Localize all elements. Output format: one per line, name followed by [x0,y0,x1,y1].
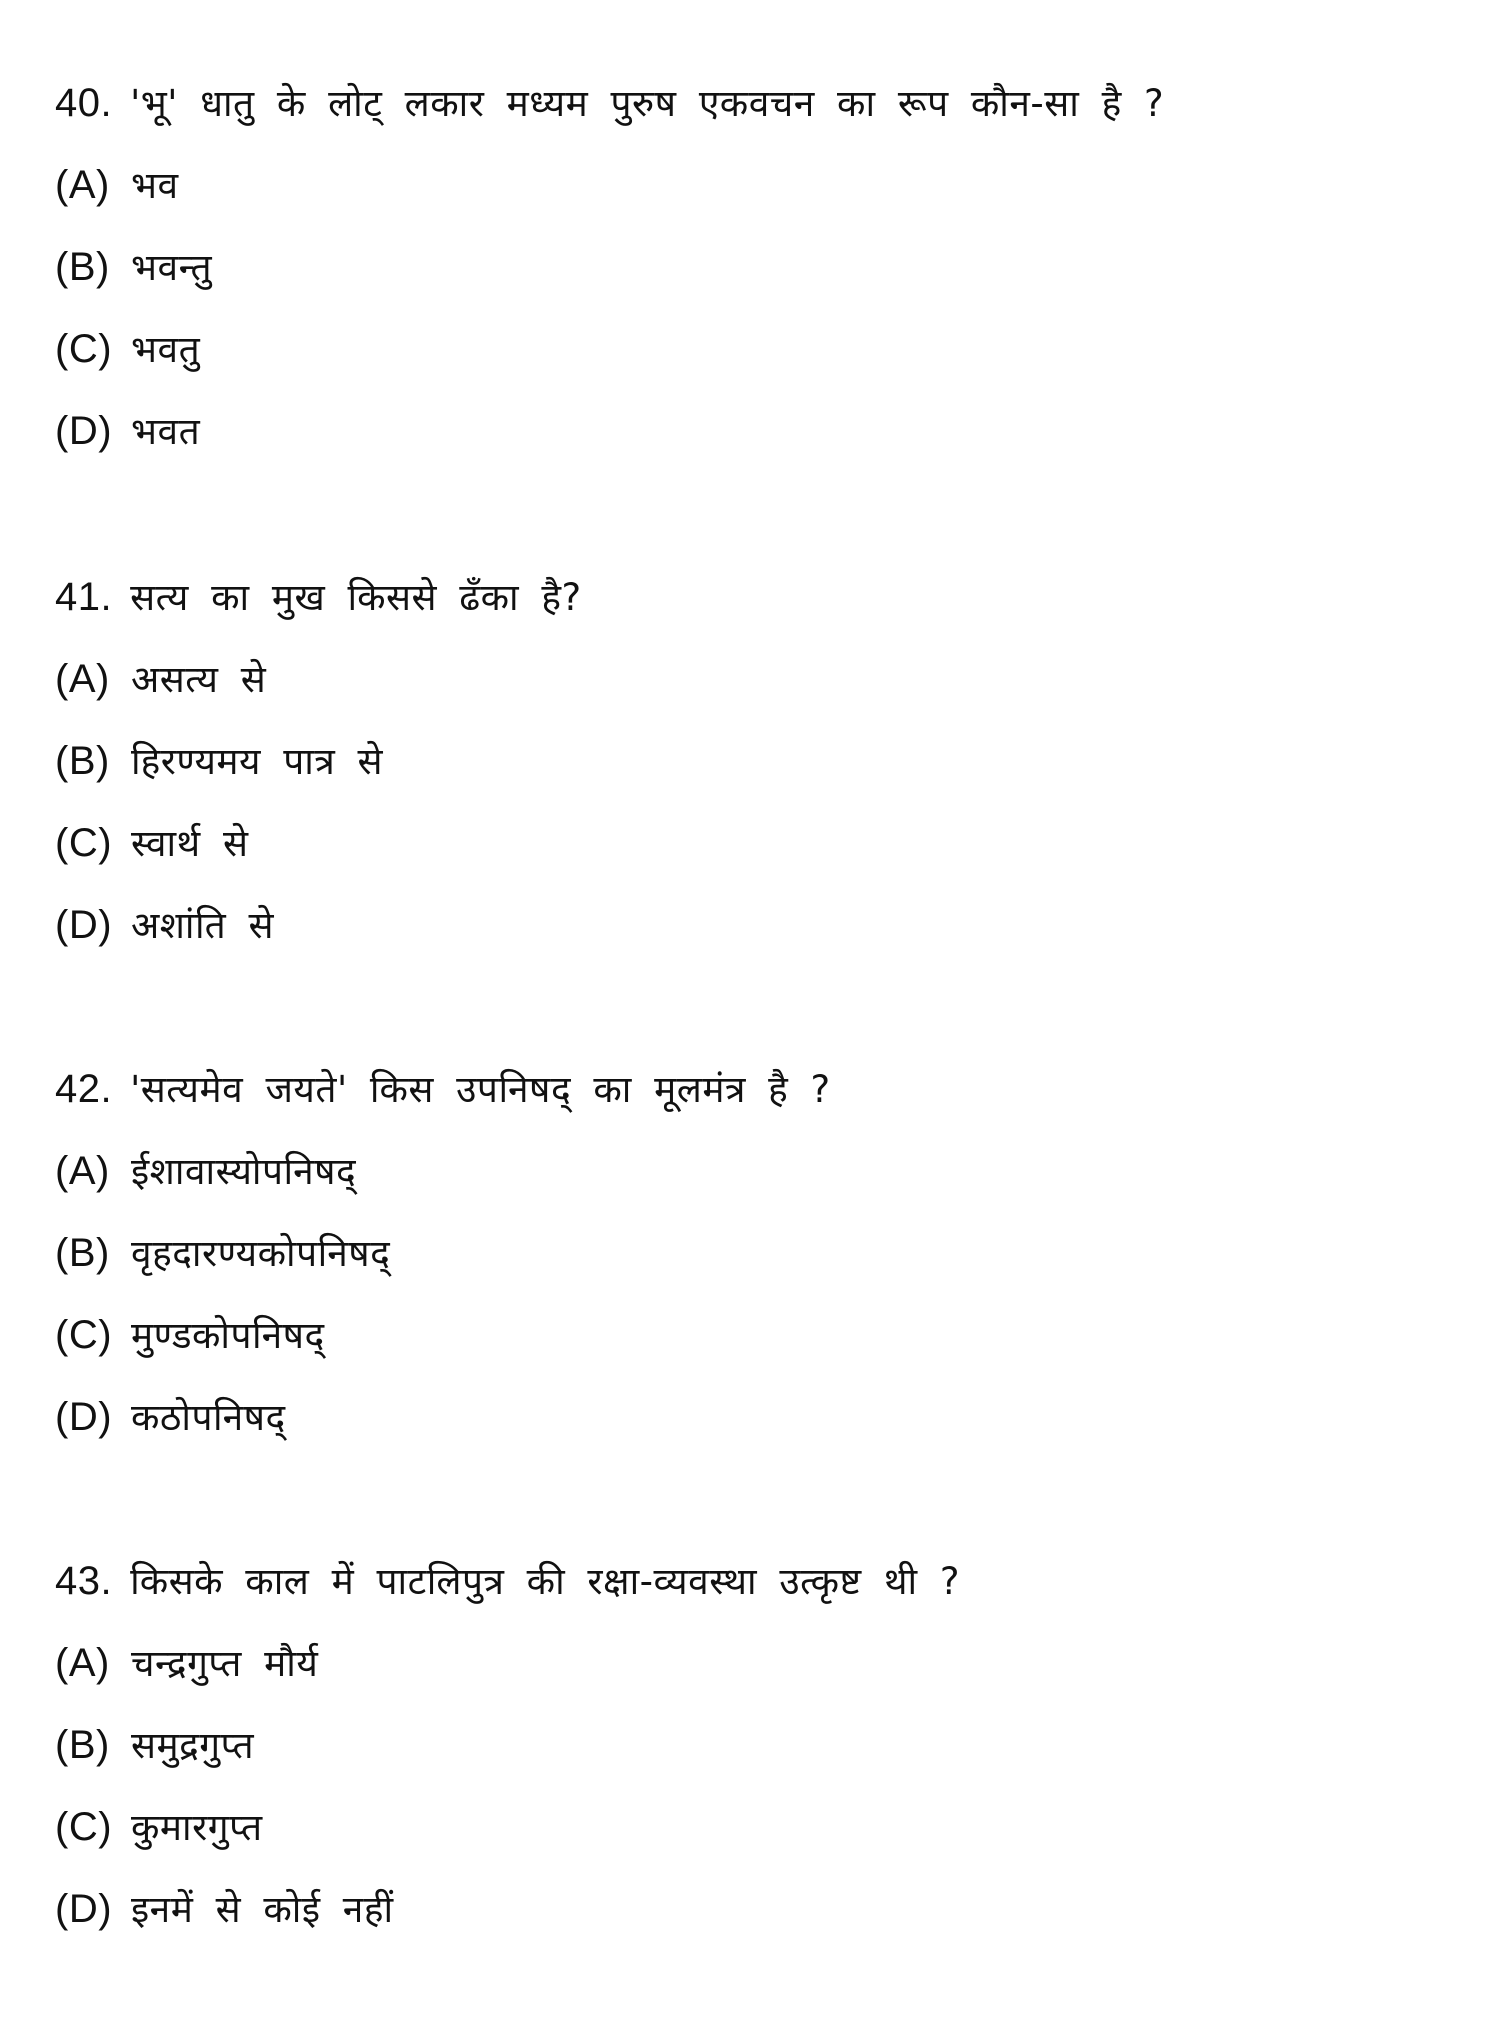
option-d [55,1376,1455,1458]
option-text: भव [131,163,179,207]
option-c [55,802,1455,884]
option-label: (B) [55,1231,110,1275]
option-text: ईशावास्योपनिषद् [131,1149,357,1193]
question-stem [55,556,1455,638]
question-stem [55,1540,1455,1622]
option-label: (A) [55,163,110,207]
option-d [55,1868,1455,1950]
option-c [55,308,1455,390]
question-43 [55,1540,1455,1950]
option-text: इनमें से कोई नहीं [131,1887,394,1931]
option-c [55,1786,1455,1868]
question-text: किसके काल में पाटलिपुत्र की रक्षा-व्यवस्था उत्कृष्ट थी ? [130,1559,961,1603]
option-label: (D) [55,409,113,453]
question-number: 41. [55,575,113,619]
option-label: (D) [55,903,113,947]
question-40 [55,62,1455,472]
option-text: भवतु [131,327,201,371]
option-text: कठोपनिषद् [131,1395,286,1439]
option-text: अशांति से [131,903,274,947]
option-label: (A) [55,1149,110,1193]
option-text: मुण्डकोपनिषद् [131,1313,325,1357]
option-b [55,1704,1455,1786]
option-label: (C) [55,327,113,371]
option-a [55,144,1455,226]
option-b [55,1212,1455,1294]
option-text: भवन्तु [131,245,213,289]
question-number: 43. [55,1559,113,1603]
option-label: (A) [55,657,110,701]
option-text: हिरण्यमय पात्र से [131,739,384,783]
option-label: (B) [55,245,110,289]
option-d [55,884,1455,966]
option-text: स्वार्थ से [131,821,249,865]
option-label: (B) [55,739,110,783]
option-a [55,1130,1455,1212]
option-text: चन्द्रगुप्त मौर्य [131,1641,319,1685]
question-number: 42. [55,1067,113,1111]
option-label: (D) [55,1395,113,1439]
question-text: सत्य का मुख किससे ढँका है? [130,575,582,619]
option-text: असत्य से [131,657,267,701]
option-b [55,720,1455,802]
option-label: (B) [55,1723,110,1767]
option-text: कुमारगुप्त [131,1805,263,1849]
option-label: (C) [55,1313,113,1357]
question-42 [55,1048,1455,1458]
option-label: (C) [55,821,113,865]
question-number: 40. [55,81,113,125]
option-text: वृहदारण्यकोपनिषद् [131,1231,391,1275]
option-a [55,638,1455,720]
question-stem [55,1048,1455,1130]
option-a [55,1622,1455,1704]
option-text: भवत [131,409,201,453]
option-b [55,226,1455,308]
option-label: (D) [55,1887,113,1931]
question-text: 'भू' धातु के लोट् लकार मध्यम पुरुष एकवचन का रूप कौन-सा है ? [130,81,1165,125]
option-label: (A) [55,1641,110,1685]
question-stem [55,62,1455,144]
question-text: 'सत्यमेव जयते' किस उपनिषद् का मूलमंत्र है ? [130,1067,831,1111]
option-c [55,1294,1455,1376]
question-41 [55,556,1455,966]
option-text: समुद्रगुप्त [131,1723,255,1767]
option-d [55,390,1455,472]
option-label: (C) [55,1805,113,1849]
